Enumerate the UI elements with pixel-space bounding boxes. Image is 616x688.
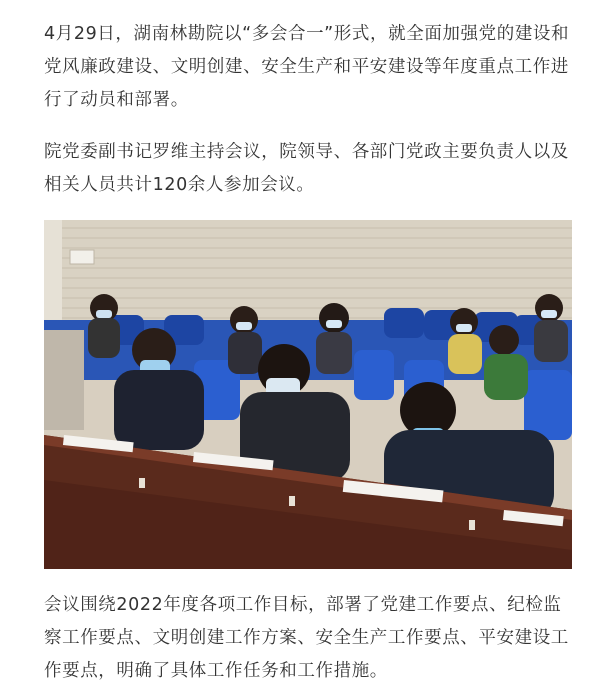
paragraph-intro: 4月29日，湖南林勘院以“多会合一”形式，就全面加强党的建设和党风廉政建设、文明创建、安全生产和平安建设等年度重点工作进行了动员和部署。	[44, 24, 570, 110]
paragraph-host: 院党委副书记罗维主持会议，院领导、各部门党政主要负责人以及相关人员共计120余人参加会议。	[44, 142, 569, 195]
paragraph-agenda: 会议围绕2022年度各项工作目标，部署了党建工作要点、纪检监察工作要点、文明创建工作方案、安全生产工作要点、平安建设工作要点，明确了具体工作任务和工作措施。	[44, 595, 569, 681]
meeting-photo	[44, 220, 572, 569]
